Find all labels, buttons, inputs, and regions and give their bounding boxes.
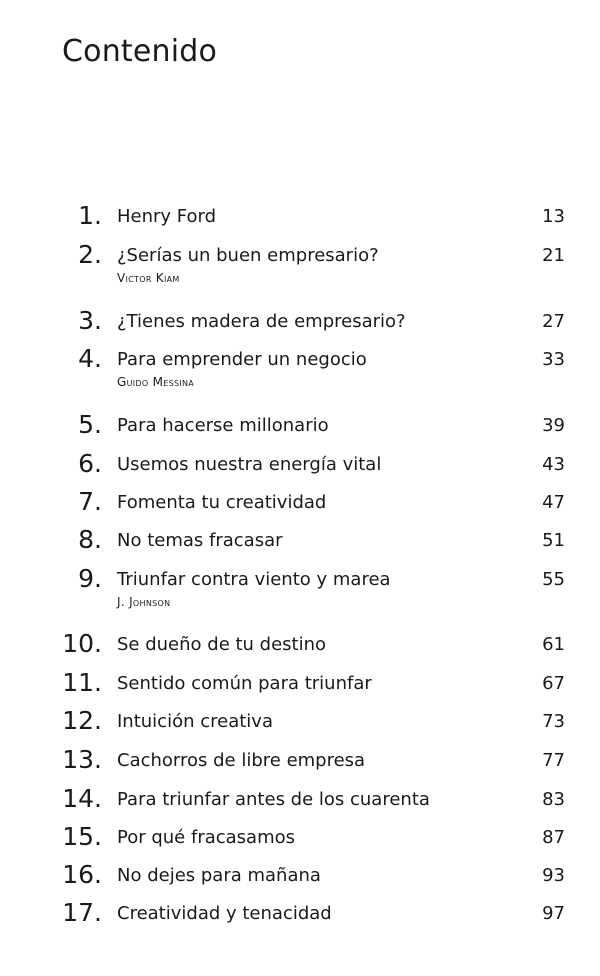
entry-page-number: 47 [542,492,565,513]
page-title: Contenido [62,34,218,69]
toc-entry-4[interactable] [0,344,600,404]
entry-title: Cachorros de libre empresa [117,750,366,771]
entry-title: Henry Ford [117,206,217,227]
entry-number: 14. [62,784,102,813]
entry-number: 2. [78,240,102,269]
entry-number: 3. [78,306,102,335]
entry-title: No dejes para mañana [117,865,321,886]
entry-title: Para triunfar antes de los cuarenta [117,789,430,810]
toc-entry-2[interactable] [0,240,600,300]
entry-author: Victor Kiam [117,271,180,285]
entry-title: Usemos nuestra energía vital [117,454,382,475]
entry-number: 1. [78,201,102,230]
entry-page-number: 93 [542,865,565,886]
entry-author: J. Johnson [117,595,171,609]
entry-title: ¿Tienes madera de empresario? [117,311,406,332]
entry-page-number: 73 [542,711,565,732]
entry-title: Triunfar contra viento y marea [117,569,391,590]
entry-title: Por qué fracasamos [117,827,296,848]
entry-title: Intuición creativa [117,711,273,732]
entry-page-number: 97 [542,903,565,924]
entry-page-number: 51 [542,530,565,551]
entry-number: 5. [78,410,102,439]
entry-number: 17. [62,898,102,927]
entry-number: 11. [62,668,102,697]
entry-number: 16. [62,860,102,889]
entry-title: Se dueño de tu destino [117,634,327,655]
entry-number: 12. [62,706,102,735]
entry-number: 6. [78,449,102,478]
entry-number: 15. [62,822,102,851]
entry-number: 10. [62,629,102,658]
entry-page-number: 43 [542,454,565,475]
entry-author: Guido Messina [117,375,195,389]
entry-page-number: 61 [542,634,565,655]
entry-page-number: 13 [542,206,565,227]
entry-title: Para emprender un negocio [117,349,367,370]
entry-number: 13. [62,745,102,774]
entry-number: 9. [78,564,102,593]
toc-entry-17[interactable] [0,898,600,958]
entry-title: No temas fracasar [117,530,283,551]
entry-page-number: 55 [542,569,565,590]
entry-page-number: 33 [542,349,565,370]
entry-page-number: 67 [542,673,565,694]
entry-page-number: 77 [542,750,565,771]
entry-page-number: 87 [542,827,565,848]
entry-number: 4. [78,344,102,373]
entry-number: 8. [78,525,102,554]
entry-page-number: 83 [542,789,565,810]
entry-number: 7. [78,487,102,516]
entry-page-number: 39 [542,415,565,436]
toc-entry-9[interactable] [0,564,600,624]
entry-title: Creatividad y tenacidad [117,903,332,924]
entry-page-number: 21 [542,245,565,266]
entry-title: Sentido común para triunfar [117,673,372,694]
entry-page-number: 27 [542,311,565,332]
entry-title: Para hacerse millonario [117,415,329,436]
entry-title: ¿Serías un buen empresario? [117,245,379,266]
entry-title: Fomenta tu creatividad [117,492,327,513]
